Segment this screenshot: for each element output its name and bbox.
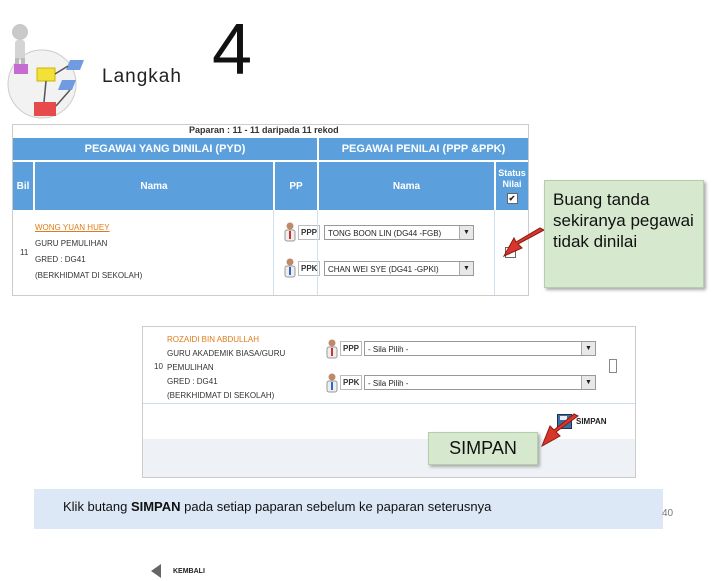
dropdown-arrow-icon: ▼ [581,342,595,355]
row-bil: 11 [20,248,29,257]
ppk-select[interactable] [324,261,474,276]
ppk-label: PPK [340,375,362,390]
instruction-suffix: pada setiap paparan sebelum ke paparan seterusnya [180,499,492,514]
page-number: 40 [662,508,674,519]
instruction-text [34,489,663,529]
pyd-grade: GRED : DG41 [167,377,218,386]
evaluator-table-screenshot [12,124,529,296]
col-nama: Nama [35,162,273,210]
pyd-status: (BERKHIDMAT DI SEKOLAH) [167,391,275,400]
dropdown-arrow-icon: ▼ [459,262,473,275]
col-bil: Bil [13,162,33,210]
back-button-label: KEMBALI [173,567,205,575]
col-nama-penilai: Nama [319,162,494,210]
person-icon [325,373,339,393]
ppp-label: PPP [340,341,362,356]
instruction-bold: SIMPAN [130,499,181,514]
pyd-name-block [35,220,142,284]
col-status-label: Status Nilai [498,168,526,189]
pyd-name-link[interactable]: ROZAIDI BIN ABDULLAH [167,335,260,344]
dropdown-arrow-icon: ▼ [459,226,473,239]
person-icon [283,222,297,242]
pyd-status: (BERKHIDMAT DI SEKOLAH) [35,271,143,280]
pyd-position: GURU PEMULIHAN [35,239,108,248]
ppp-select[interactable] [324,225,474,240]
ppk-label: PPK [298,261,320,276]
col-status [496,162,528,210]
group-header-pyd: PEGAWAI YANG DINILAI (PYD) [13,138,317,160]
divider [494,210,495,295]
record-count: Paparan : 11 - 11 daripada 11 rekod [189,125,339,135]
row-checkbox[interactable] [609,359,617,373]
pyd-position-2: PEMULIHAN [167,363,214,372]
ppk-select-value: CHAN WEI SYE (DG41 -GPKI) [328,265,439,274]
ppp-select[interactable] [364,341,596,356]
instruction-prefix: Klik butang [63,499,131,514]
row-bil: 10 [154,362,163,371]
pyd-grade: GRED : DG41 [35,255,86,264]
divider [143,403,635,404]
ppp-select-value: TONG BOON LIN (DG44 -FGB) [328,229,442,238]
ppk-select-value: - Sila Pilih - [368,379,409,388]
person-icon [283,258,297,278]
group-header-penilai: PEGAWAI PENILAI (PPP &PPK) [319,138,528,160]
back-button[interactable] [151,561,223,581]
pyd-position: GURU AKADEMIK BIASA/GURU [167,349,286,358]
col-pp: PP [275,162,317,210]
save-button-label: SIMPAN [576,416,607,426]
dropdown-arrow-icon: ▼ [581,376,595,389]
status-header-checkbox[interactable]: ✔ [507,193,518,204]
ppp-label: PPP [298,225,320,240]
divider [317,210,318,295]
back-arrow-icon [151,564,161,578]
red-arrow-icon [500,228,546,262]
red-arrow-icon [540,414,580,450]
ppk-select[interactable] [364,375,596,390]
step-word: Langkah [102,66,182,87]
remove-tick-callout: Buang tanda sekiranya pegawai tidak dinilai [544,180,704,288]
pyd-name-block [167,333,285,403]
simpan-callout: SIMPAN [428,432,538,465]
person-icon [325,339,339,359]
ppp-select-value: - Sila Pilih - [368,345,409,354]
divider [273,210,274,295]
pyd-name-link[interactable]: WONG YUAN HUEY [35,223,110,232]
flowchart-person-logo [6,18,96,122]
step-number: 4 [212,10,253,90]
